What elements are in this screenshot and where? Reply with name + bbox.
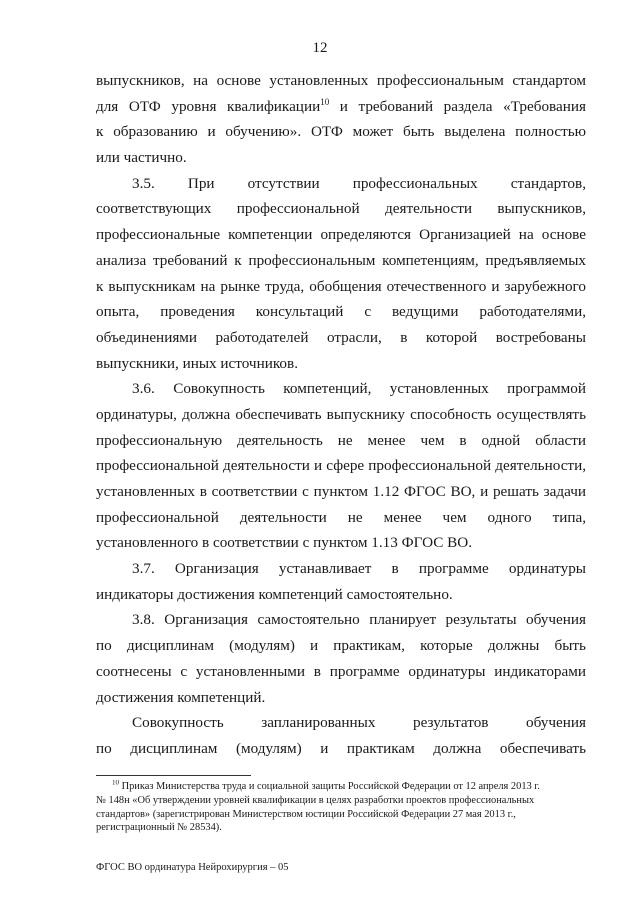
footnote-marker: 10 [112,780,119,787]
paragraph-start: 3.8. Организация самостоятельно планирует результаты обучения [132,611,586,629]
text-line: к образованию и обучению». ОТФ может быть выделена полностью [96,123,586,141]
footnote-line: № 148н «Об утверждении уровней квалификации в целях разработки проектов профессиональных [96,794,535,806]
text-line: индикаторы достижения компетенций самостоятельно. [96,585,453,603]
footnote-text: Приказ Министерства труда и социальной защиты Российской Федерации от 12 апреля 2013 г. [119,781,540,792]
footnote-line: регистрационный № 28534). [96,822,222,834]
footnote-line [96,780,586,794]
paragraph-start: 3.5. При отсутствии профессиональных стандартов, [132,174,586,192]
text-line: к выпускникам на рынке труда, обобщения отечественного и зарубежного [96,277,586,295]
text-line: по дисциплинам (модулям) и практикам должна обеспечивать [96,739,586,757]
text-line: соответствующих профессиональной деятельности выпускников, [96,200,586,218]
text-line: профессиональной деятельности не менее чем одного типа, [96,508,586,526]
paragraph-start: 3.7. Организация устанавливает в программе ординатуры [132,560,586,578]
text-line: профессиональную деятельность не менее чем в одной области [96,431,586,449]
text-line: установленных в соответствии с пунктом 1.12 ФГОС ВО, и решать задачи [96,483,586,500]
text-fragment: для ОТФ уровня квалификации [96,97,321,115]
footnote-line: стандартов» (зарегистрирован Министерством юстиции Российской Федерации 27 мая 2013 г., [96,808,516,820]
text-line: установленного в соответствии с пунктом 1.13 ФГОС ВО. [96,534,473,552]
text-line: ординатуры, должна обеспечивать выпускнику способность осуществлять [96,405,586,423]
text-line: по дисциплинам (модулям) и практикам, которые должны быть [96,637,586,655]
text-fragment: и требований раздела «Требования [329,97,586,115]
text-line: профессиональной деятельности и сфере профессиональной деятельности, [96,457,586,475]
footnote-divider [96,775,251,776]
text-line: объединениями работодателей отрасли, в которой востребованы [96,328,586,346]
text-line: соотнесены с установленными в программе ординатуры индикаторами [96,662,586,680]
text-line: или частично. [96,149,187,167]
footnote [96,780,586,835]
footnote-reference[interactable]: 10 [320,96,330,107]
text-line: анализа требований к профессиональным компетенциям, предъявляемых [96,251,586,269]
text-line-with-footnote-ref [96,94,586,120]
paragraph-start: 3.6. Совокупность компетенций, установленных программой [132,380,586,398]
page-number: 12 [312,40,328,56]
text-line: выпускников, на основе установленных профессиональным стандартом [96,72,586,89]
text-line: достижения компетенций. [96,688,266,706]
text-line: опыта, проведения консультаций с ведущими работодателями, [96,303,586,321]
text-line: выпускники, иных источников. [96,354,298,372]
page-footer: ФГОС ВО ординатура Нейрохирургия – 05 [96,862,289,873]
paragraph-start: Совокупность запланированных результатов обучения [132,714,586,732]
text-line: профессиональные компетенции определяются Организацией на основе [96,226,586,244]
body-text [96,68,586,762]
